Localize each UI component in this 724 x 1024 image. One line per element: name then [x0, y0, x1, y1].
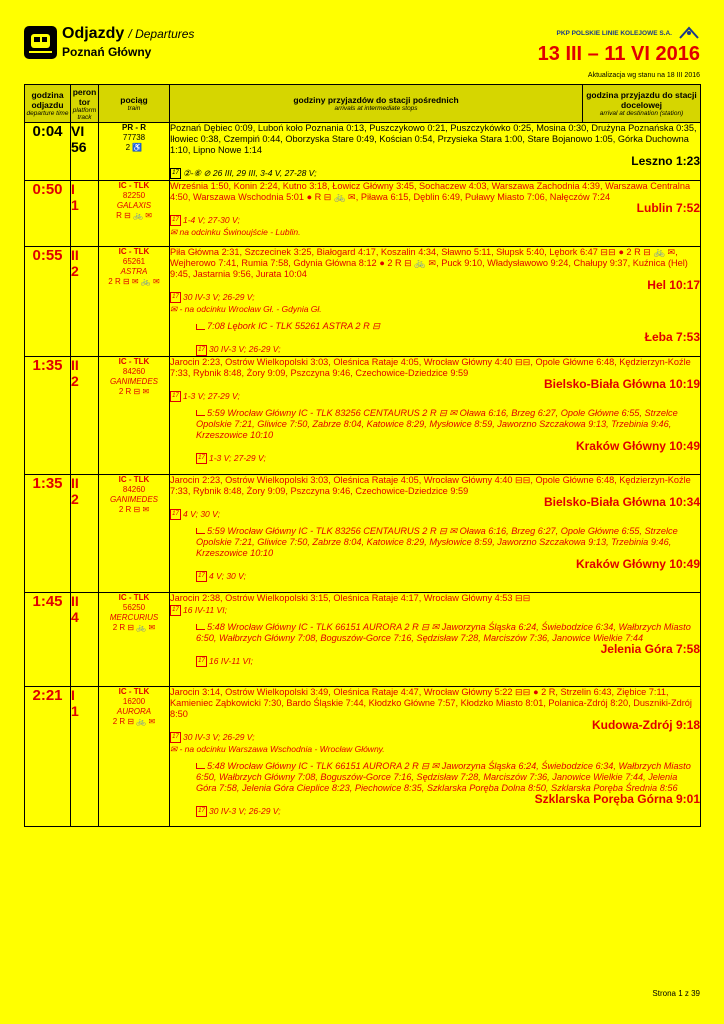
train-info — [99, 356, 170, 474]
station-name: Poznań Główny — [62, 45, 152, 59]
train-category: IC - TLK — [118, 356, 150, 366]
connection-stops: 5:59 Wrocław Główny IC - TLK 83256 CENTAURUS 2 R ⊟ ✉ Oława 6:16, Brzeg 6:27, Opole Główne 6:55, Strzelce Opolskie 7:21, Gliwice 7:50, Zabrze 8:04, Katowice 8:29, Mysłowice 8:59, Jaworzno Szczakowa 9:13, Trzebinia 9:46, Krzeszowice 10:10 — [196, 407, 678, 440]
calendar-icon: 17 — [196, 453, 207, 464]
running-days: 4 V; 30 V; — [183, 508, 221, 519]
intermediate-stops: Jarocin 2:38, Ostrów Wielkopolski 3:15, Oleśnica Rataje 4:17, Wrocław Główny 4:53 ⊟⊟ — [170, 592, 531, 603]
destination: Bielsko-Biała Główna 10:19 — [543, 376, 700, 391]
connection-destination: Szklarska Poręba Górna 9:01 — [534, 791, 700, 806]
platform-track — [71, 592, 99, 686]
service-symbols: R ⊟ 🚲 ✉ — [116, 211, 152, 220]
intermediate-stops: Jarocin 2:23, Ostrów Wielkopolski 3:03, Oleśnica Rataje 4:05, Wrocław Główny 4:40 ⊟⊟, Opole Główne 6:48, Kędzierzyn-Koźle 7:33, Rybnik 8:48, Żory 9:09, Pszczyna 9:46, Czechowice-Dziedzice 9:59 — [170, 474, 691, 496]
platform: II — [71, 247, 79, 263]
connection-days: 30 IV-3 V; 26-29 V; — [209, 344, 281, 355]
platform-track — [71, 181, 99, 247]
update-note: Aktualizacja wg stanu na 18 III 2016 — [587, 72, 700, 79]
train-number: 77738 — [122, 133, 146, 142]
calendar-icon: 17 — [170, 168, 181, 179]
train-number: 84260 — [122, 484, 146, 494]
train-icon — [24, 26, 57, 59]
train-category: PR - R — [122, 123, 146, 132]
calendar-icon: 17 — [196, 571, 207, 582]
destination: Leszno 1:23 — [631, 154, 700, 168]
calendar-icon: 17 — [196, 806, 207, 817]
calendar-icon: 17 — [196, 345, 207, 356]
platform-track — [71, 356, 99, 474]
connection-days: 4 V; 30 V; — [209, 570, 247, 581]
platform: VI — [71, 123, 85, 139]
departure-time: 0:55 — [25, 247, 71, 357]
track: 56 — [71, 139, 87, 155]
platform: II — [71, 592, 79, 609]
track: 4 — [71, 608, 79, 625]
track: 2 — [71, 490, 79, 507]
route-stops — [170, 123, 701, 181]
validity-period: 13 III – 11 VI 2016 — [537, 43, 700, 65]
departure-time: 1:45 — [25, 592, 71, 686]
train-name: GALAXIS — [116, 201, 152, 210]
destination: Kudowa-Zdrój 9:18 — [591, 717, 700, 732]
running-days: 30 IV-3 V; 26-29 V; — [183, 731, 255, 742]
route-stops — [170, 247, 701, 357]
intermediate-stops: Jarocin 2:23, Ostrów Wielkopolski 3:03, Oleśnica Rataje 4:05, Wrocław Główny 4:40 ⊟⊟, Opole Główne 6:48, Kędzierzyn-Koźle 7:33, Rybnik 8:48, Żory 9:09, Pszczyna 9:46, Czechowice-Dziedzice 9:59 — [170, 356, 691, 378]
calendar-icon: 17 — [170, 509, 181, 520]
running-days: ②-⑥ ⊘ 26 III, 29 III, 3-4 V, 27-28 V; — [183, 168, 317, 178]
connection-arrow-icon — [196, 624, 205, 630]
train-number: 65261 — [122, 257, 146, 266]
connection-stops: 5:48 Wrocław Główny IC - TLK 66151 AURORA 2 R ⊟ ✉ Jaworzyna Śląska 6:24, Świebodzice 6:34, Wałbrzych Miasto 6:50, Wałbrzych Główny 7:08, Boguszów-Gorce 7:16, Sędzisław 7:28, Marciszów 7:36, Janowice Wielkie 7:44 — [196, 621, 691, 643]
platform: II — [71, 356, 79, 373]
connection-destination: Kraków Główny 10:49 — [575, 438, 700, 453]
table-row — [25, 356, 701, 474]
service-symbols: 2 R ⊟ ✉ 🚲 ✉ — [108, 277, 160, 286]
calendar-icon: 17 — [170, 391, 181, 402]
col-platform: peron tor platform track — [71, 85, 99, 123]
connection-arrow-icon — [196, 528, 205, 534]
calendar-icon: 17 — [196, 656, 207, 667]
train-name: ASTRA — [120, 267, 148, 276]
carrier-name: PKP POLSKIE LINIE KOLEJOWE S.A. — [556, 30, 672, 37]
train-name: AURORA — [116, 706, 152, 716]
departure-time: 2:21 — [25, 686, 71, 826]
track: 1 — [71, 197, 79, 213]
running-days: 16 IV-11 VI; — [183, 604, 227, 615]
route-note: ✉ na odcinku Świnoujście - Lublin. — [170, 227, 301, 238]
departures-table — [24, 84, 701, 827]
connection-days: 16 IV-11 VI; — [209, 655, 253, 666]
service-symbols: 2 R ⊟ 🚲 ✉ — [112, 622, 156, 632]
train-category: IC - TLK — [118, 592, 150, 602]
table-row — [25, 474, 701, 592]
table-row — [25, 686, 701, 826]
connection-stops: 5:48 Wrocław Główny IC - TLK 66151 AURORA 2 R ⊟ ✉ Jaworzyna Śląska 6:24, Świebodzice 6:34, Wałbrzych Miasto 6:50, Wałbrzych Główny 7:08, Boguszów-Gorce 7:16, Sędzisław 7:28, Marciszów 7:36, Janowice Wielkie 7:44, Jelenia Góra 7:58, Jelenia Góra Cieplice 8:23, Piechowice 8:35, Szklarska Poręba Dolna 8:50, Szklarska Poręba Średnia 8:56 — [196, 760, 691, 793]
route-note: ✉ - na odcinku Wrocław Gł. - Gdynia Gł. — [170, 304, 322, 315]
train-name: GANIMEDES — [109, 376, 158, 386]
table-row — [25, 592, 701, 686]
departure-time: 1:35 — [25, 474, 71, 592]
route-note: ✉ - na odcinku Warszawa Wschodnia - Wrocław Główny. — [170, 743, 385, 754]
train-name: GANIMEDES — [109, 494, 158, 504]
track: 2 — [71, 263, 79, 279]
intermediate-stops: Jarocin 3:14, Ostrów Wielkopolski 3:49, Oleśnica Rataje 4:47, Wrocław Główny 5:22 ⊟⊟ ● 2 R, Strzelin 6:43, Ziębice 7:11, Kamieniec Ząbkowicki 7:30, Bardo Śląskie 7:44, Kłodzko Główne 7:57, Kłodzko Miasto 8:01, Polanica-Zdrój 8:20, Duszniki-Zdrój 8:50 — [170, 686, 692, 719]
platform: I — [71, 686, 75, 703]
connection-arrow-icon — [196, 324, 205, 330]
intermediate-stops: Poznań Dębiec 0:09, Luboń koło Poznania 0:13, Puszczykowo 0:21, Puszczykówko 0:25, Mosina 0:30, Drużyna Poznańska 0:35, Iłowiec 0:38, Czempiń 0:44, Oborzyska Stare 0:49, Kościan 0:54, Przysieka Stara 1:00, Stare Bojanowo 1:05, Górka Duchowna 1:10, Lipno Nowe 1:14 — [170, 123, 697, 155]
destination: Bielsko-Biała Główna 10:34 — [543, 494, 700, 509]
destination: Lublin 7:52 — [636, 201, 700, 215]
calendar-icon: 17 — [170, 292, 181, 303]
running-days: 1-3 V; 27-29 V; — [183, 390, 240, 401]
connection-destination: Kraków Główny 10:49 — [575, 556, 700, 571]
train-info — [99, 123, 170, 181]
train-number: 16200 — [122, 696, 146, 706]
connection-stops: 5:59 Wrocław Główny IC - TLK 83256 CENTAURUS 2 R ⊟ ✉ Oława 6:16, Brzeg 6:27, Opole Główne 6:55, Strzelce Opolskie 7:21, Gliwice 7:50, Zabrze 8:04, Katowice 8:29, Mysłowice 8:59, Jaworzno Szczakowa 9:13, Trzebinia 9:46, Krzeszowice 10:10 — [196, 525, 678, 558]
col-stops: godziny przyjazdów do stacji pośrednich arrivals at intermediate stops — [170, 85, 583, 123]
departure-time: 0:50 — [25, 181, 71, 247]
intermediate-stops: Września 1:50, Konin 2:24, Kutno 3:18, Łowicz Główny 3:45, Sochaczew 4:03, Warszawa Zachodnia 4:39, Warszawa Centralna 4:50, Warszawa Wschodnia 5:01 ● R ⊟ 🚲 ✉, Piława 6:15, Dęblin 6:49, Puławy Miasto 7:06, Nałęczów 7:24 — [170, 181, 691, 202]
destination: Hel 10:17 — [647, 278, 700, 292]
connection-destination: Jelenia Góra 7:58 — [600, 641, 700, 656]
train-number: 56250 — [122, 602, 146, 612]
col-dest: godzina przyjazdu do stacji docelowej arrival at destination (station) — [583, 85, 701, 123]
table-row — [25, 123, 701, 181]
platform-track — [71, 247, 99, 357]
train-number: 82250 — [122, 191, 146, 200]
running-days: 30 IV-3 V; 26-29 V; — [183, 292, 255, 302]
train-info — [99, 247, 170, 357]
page-header — [24, 24, 700, 84]
connection-days: 30 IV-3 V; 26-29 V; — [209, 805, 281, 816]
train-info — [99, 592, 170, 686]
col-train: pociąg train — [99, 85, 170, 123]
connection-stops: 7:08 Lębork IC - TLK 55261 ASTRA 2 R ⊟ — [207, 321, 380, 332]
departure-time: 0:04 — [25, 123, 71, 181]
train-category: IC - TLK — [118, 181, 150, 190]
route-stops — [170, 592, 701, 686]
intermediate-stops: Piła Główna 2:31, Szczecinek 3:25, Białogard 4:17, Koszalin 4:34, Sławno 5:11, Słupsk 5:40, Lębork 6:47 ⊟⊟ ● 2 R ⊟ 🚲 ✉, Wejherowo 7:41, Rumia 7:58, Gdynia Główna 8:12 ● 2 R ⊟ 🚲 ✉, Puck 9:10, Władysławowo 9:24, Chałupy 9:37, Kuźnica (Hel) 9:45, Jastarnia 9:56, Jurata 10:04 — [170, 247, 688, 279]
connection-days: 1-3 V; 27-29 V; — [209, 452, 266, 463]
track: 2 — [71, 372, 79, 389]
platform-track — [71, 686, 99, 826]
calendar-icon: 17 — [170, 215, 181, 226]
train-category: IC - TLK — [118, 247, 150, 256]
col-time: godzina odjazdu departure time — [25, 85, 71, 123]
train-category: IC - TLK — [118, 686, 150, 696]
calendar-icon: 17 — [170, 732, 181, 743]
connection-arrow-icon — [196, 763, 205, 769]
route-stops — [170, 474, 701, 592]
platform: II — [71, 474, 79, 491]
platform-track — [71, 123, 99, 181]
train-info — [99, 181, 170, 247]
pkp-logo-icon — [678, 26, 700, 40]
service-symbols: 2 R ⊟ 🚲 ✉ — [112, 716, 156, 726]
train-name: MERCURIUS — [109, 612, 159, 622]
page-number: Strona 1 z 39 — [652, 989, 700, 998]
route-stops — [170, 181, 701, 247]
table-row — [25, 247, 701, 357]
connection-destination: Łeba 7:53 — [644, 330, 700, 345]
page-title: Odjazdy / Departures — [62, 25, 195, 42]
service-symbols: 2 R ⊟ ✉ — [118, 504, 150, 514]
route-stops — [170, 356, 701, 474]
platform-track — [71, 474, 99, 592]
train-info — [99, 474, 170, 592]
connection-arrow-icon — [196, 410, 205, 416]
calendar-icon: 17 — [170, 605, 181, 616]
train-number: 84260 — [122, 366, 146, 376]
platform: I — [71, 181, 75, 197]
service-symbols: 2 ♿ — [125, 143, 143, 152]
table-row — [25, 181, 701, 247]
train-category: IC - TLK — [118, 474, 150, 484]
train-info — [99, 686, 170, 826]
running-days: 1-4 V; 27-30 V; — [183, 215, 240, 225]
route-stops — [170, 686, 701, 826]
service-symbols: 2 R ⊟ ✉ — [118, 386, 150, 396]
departure-time: 1:35 — [25, 356, 71, 474]
track: 1 — [71, 702, 79, 719]
